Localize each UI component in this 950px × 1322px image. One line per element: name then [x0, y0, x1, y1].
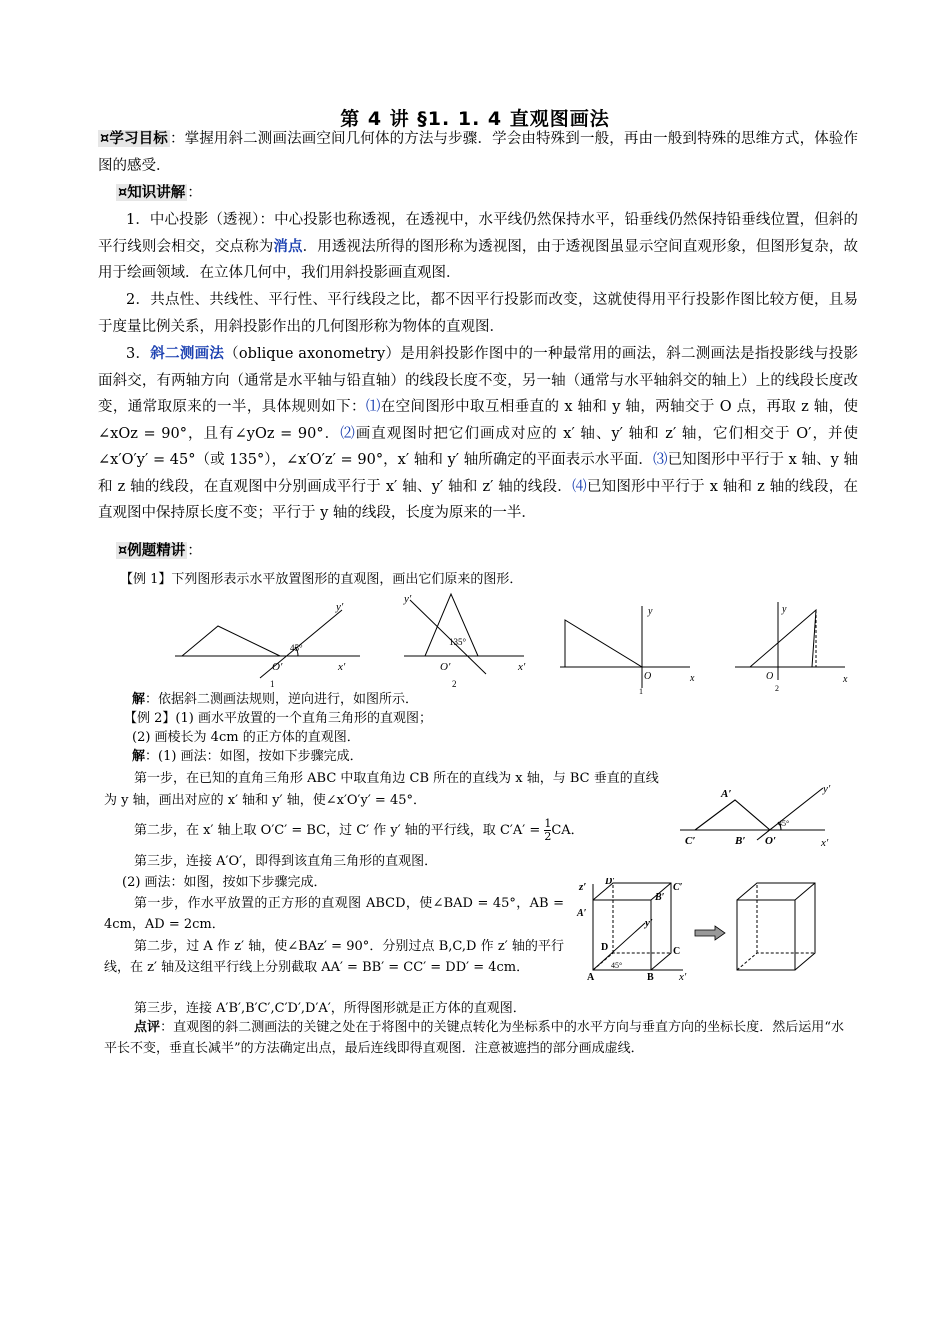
tri-angle-label: 45°	[778, 819, 790, 828]
fig2-x-label: x′	[518, 661, 526, 673]
step-2-text-b: CA．	[551, 823, 584, 838]
figure-2-skewed	[404, 594, 524, 674]
cube-hidden-base	[593, 953, 671, 970]
fig3-y-label: y	[648, 606, 653, 617]
fig1-number: 1	[270, 679, 275, 689]
knowledge-heading-line	[98, 180, 858, 207]
commentary-label: 点评	[134, 1020, 161, 1035]
p3-text-a: 3．	[126, 346, 151, 362]
cube-label-a: A	[587, 972, 595, 982]
triangle-direct-view-figure	[675, 780, 845, 852]
p3-text-b: （oblique axonometry）是用斜投影作图中的一种最常用的画法，斜二测画法是指投影线与投影面斜交，有两轴方向（通常是水平轴与铅直轴）的线段长度不变，另一轴（通常与水平轴斜交的轴上）上的线段长度改变，通常取原来的一半，具体规则如下：	[98, 346, 858, 415]
commentary	[104, 1017, 844, 1059]
step-1: 第一步，在已知的直角三角形 ABC 中取直角边 CB 所在的直线为 x 轴，与 BC 垂直的直线为 y 轴，画出对应的 x′ 轴和 y′ 轴，使∠x′O′y′ = 45°．	[104, 771, 659, 808]
fig4-triangle	[750, 610, 816, 667]
cube-direct-view-figure	[575, 878, 845, 982]
example-2-prompt-b: (2) 画棱长为 4cm 的正方体的直观图．	[132, 730, 360, 745]
ex2-solution-text: ：(1) 画法：如图，按如下步骤完成．	[145, 749, 363, 764]
example-1-figures	[160, 590, 860, 696]
knowledge-paragraph-2: 2．共点性、共线性、平行性、平行线段之比，都不因平行投影而改变，这就使得用平行投影作图比较方便，且易于度量比例关系，用斜投影作出的几何图形称为物体的直观图．	[98, 292, 858, 335]
fig4-number: 2	[775, 684, 779, 693]
rule-1-number: ⑴	[365, 399, 381, 415]
knowledge-colon: ：	[187, 185, 202, 201]
part-2-title: (2) 画法：如图，按如下步骤完成．	[122, 875, 327, 890]
fig2-y-label: y′	[404, 593, 412, 605]
cube-label-d: D	[601, 942, 609, 953]
knowledge-heading: ¤知识讲解	[118, 184, 186, 201]
fig2-origin-label: O′	[440, 661, 451, 673]
cube-front-face	[593, 900, 651, 970]
cube2-front-face	[737, 900, 795, 970]
fig4-y-label: y	[782, 604, 787, 615]
commentary-text: ：直观图的斜二测画法的关键之处在于将图中的关键点转化为坐标系中的水平方向与垂直方向的坐标长度．然后运用“水平长不变，垂直长减半”的方法确定出点，最后连线即得直观图．注意被遮挡的部分画成虚线．	[104, 1020, 844, 1056]
ex1-solution-label: 解	[132, 692, 146, 707]
tri-label-o: O′	[765, 835, 777, 847]
examples-heading: ¤例题精讲	[118, 542, 186, 559]
cube-step-2: 第二步，过 A 作 z′ 轴，使∠BAz′ = 90°．分别过点 B,C,D 作 z′ 轴的平行线，在 z′ 轴及这组平行线上分别截取 AA′ = BB′ = CC′ = DD′ = 4cm．	[104, 939, 564, 975]
goals-heading: ¤学习目标	[100, 130, 168, 147]
example-2-solution-line	[132, 747, 832, 766]
step-3: 第三步，连接 A′O′，即得到该直角三角形的直观图．	[134, 854, 438, 869]
rule-3: 已知图形中平行于 x 轴、y 轴和 z 轴的线段，在直观图中分别画成平行于 x′ 轴、y′ 轴和 z′ 轴的线段．	[98, 452, 859, 495]
knowledge-paragraph-3	[98, 341, 858, 527]
ex2-solution-label: 解	[132, 749, 146, 764]
goals-text: 掌握用斜二测画法画空间几何体的方法与步骤．学会由特殊到一般，再由一般到特殊的思维方式，体验作图的感受．	[98, 131, 859, 174]
rule-3-number: ⑶	[653, 452, 668, 468]
cube-angle-label: 45°	[611, 961, 623, 970]
oblique-method-term: 斜二测画法	[150, 345, 225, 362]
fig1-x-label: x′	[338, 661, 346, 673]
cube-label-z: z′	[579, 881, 587, 893]
fig1-origin-label: O′	[272, 661, 283, 673]
cube-label-y: y′	[645, 917, 653, 929]
page-title: 第 4 讲 §1. 1. 4 直观图画法	[340, 108, 610, 130]
tri-triangle	[695, 800, 770, 830]
fig4-x-label: x	[843, 674, 848, 685]
learning-goals	[98, 126, 858, 179]
vanishing-point-term: 消点	[273, 237, 303, 255]
p1-text-a: 1．中心投影（透视）：中心投影也称透视，在透视中，水平线仍然保持水平，铅垂线仍然保持铅垂线位置，但斜的平行线则会相交，交点称为	[98, 212, 858, 255]
cube-label-a1: A′	[577, 908, 587, 919]
fraction-numerator: 1	[544, 817, 552, 830]
figure-3-original	[560, 606, 690, 688]
figure-1-skewed	[175, 610, 360, 678]
step-2-text-a: 第二步，在 x′ 轴上取 O′C′ = BC，过 C′ 作 y′ 轴的平行线，取 C′A′ =	[134, 823, 545, 838]
figure-4-original	[735, 602, 845, 680]
fraction-denominator: 2	[544, 830, 552, 843]
tri-label-a: A′	[721, 788, 732, 800]
cube-step-3: 第三步，连接 A′B′,B′C′,C′D′,D′A′，所得图形就是正方体的直观图．	[134, 1001, 526, 1016]
fig2-number: 2	[452, 679, 457, 689]
tri-label-b: B′	[735, 835, 746, 847]
example-1-prompt: 【例 1】下列图形表示水平放置图形的直观图，画出它们原来的图形．	[120, 572, 523, 587]
cube-label-d1: D′	[605, 878, 616, 887]
rule-1: 在空间图形中取互相垂直的 x 轴和 y 轴，两轴交于 O 点，再取 z 轴，使∠xOz = 90°，且有∠yOz = 90°．	[98, 399, 859, 442]
knowledge-paragraph-1	[98, 207, 858, 287]
fig3-x-label: x	[690, 673, 695, 684]
ex1-solution-text: ：依据斜二测画法规则，逆向进行，如图所示．	[145, 692, 419, 707]
cube2-back-edges	[737, 883, 815, 970]
tri-label-y: y′	[823, 783, 831, 795]
tri-label-x: x′	[821, 837, 829, 849]
cube-label-b1: B′	[655, 892, 665, 903]
cube2-top-right-edge	[795, 883, 815, 900]
fig4-origin-label: O	[766, 671, 774, 682]
rule-4-number: ⑷	[572, 478, 587, 495]
example-2-prompt-a: 【例 2】(1) 画水平放置的一个直角三角形的直观图；	[124, 711, 432, 726]
arrow-right-icon	[695, 926, 725, 940]
examples-heading-line	[98, 538, 858, 565]
cube-label-c1: C′	[673, 882, 683, 893]
fig3-number: 1	[639, 687, 643, 696]
p1-text-b: ．用透视法所得的图形称为透视图，由于透视图虽显示空间直观形象，但图形复杂，故用于绘画领域．在立体几何中，我们用斜投影画直观图．	[98, 238, 859, 281]
fig1-y-label: y′	[336, 601, 344, 613]
fig3-triangle	[565, 620, 642, 667]
cube-step-1: 第一步，作水平放置的正方形的直观图 ABCD，使∠BAD = 45°，AB = 4cm，AD = 2cm．	[104, 896, 564, 932]
fig1-angle-label: 45°	[290, 643, 303, 653]
cube-label-x: x′	[679, 971, 687, 982]
example-1-solution	[132, 690, 832, 709]
tri-label-c: C′	[685, 835, 696, 847]
fig1-triangle	[182, 626, 280, 656]
cube-label-b: B	[647, 972, 654, 982]
goals-colon: ：	[169, 131, 185, 147]
fig2-angle-label: 135°	[449, 637, 467, 647]
tri-y-axis	[757, 788, 823, 840]
examples-colon: ：	[187, 543, 202, 559]
rule-2: 画直观图时把它们画成对应的 x′ 轴、y′ 轴和 z′ 轴，它们相交于 O′，并使∠x′O′y′ = 45°（或 135°），∠x′O′z′ = 90°，x′ 轴和 y′ 轴所确定的平面表示水平面．	[98, 425, 859, 468]
rule-2-number: ⑵	[340, 425, 356, 442]
cube-label-c: C	[673, 946, 681, 957]
step-2	[134, 818, 674, 843]
cube2-hidden-base	[737, 953, 815, 970]
rule-4: 已知图形中平行于 x 轴和 z 轴的线段，在直观图中保持原长度不变；平行于 y 轴的线段，长度为原来的一半．	[98, 478, 858, 521]
fig3-origin-label: O	[644, 671, 652, 682]
